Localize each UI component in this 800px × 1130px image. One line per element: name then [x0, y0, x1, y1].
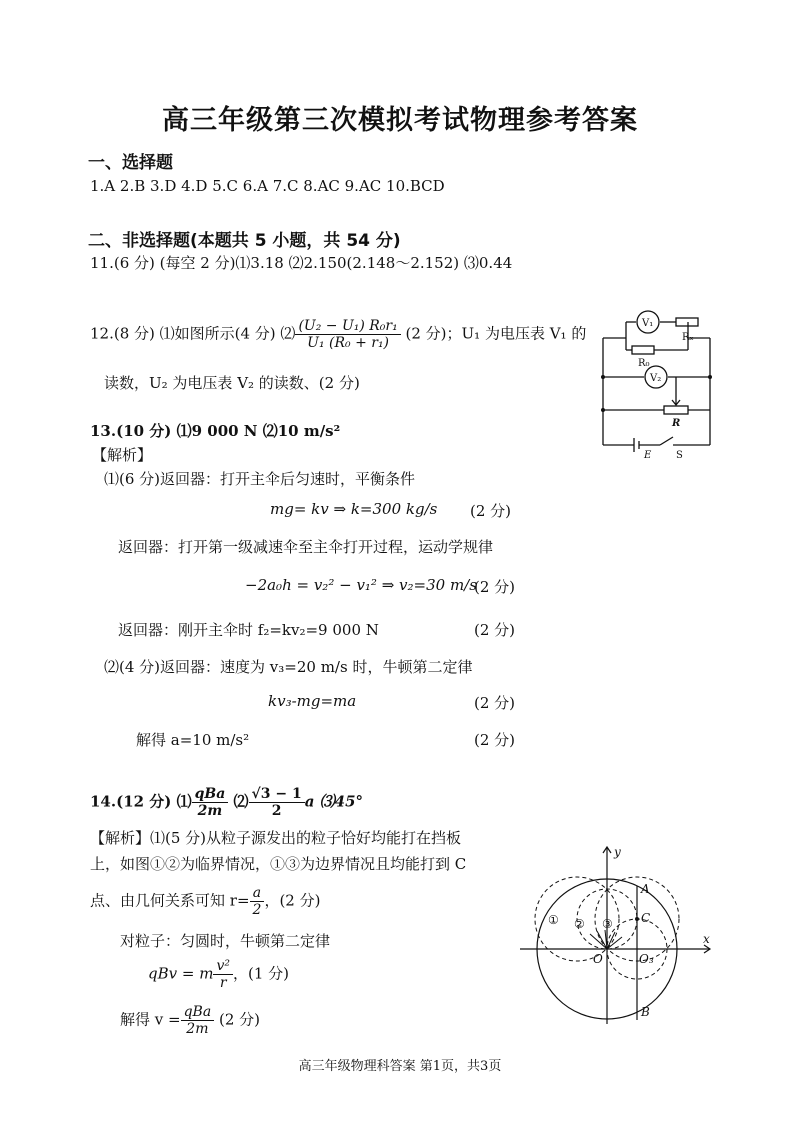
label-o: O — [593, 952, 603, 966]
label-circle-3: ③ — [602, 917, 613, 931]
q12-prefix: 12.(8 分) ⑴如图所示(4 分) ⑵ — [90, 324, 296, 343]
q12-answer-line2: 读数，U₂ 为电压表 V₂ 的读数、(2 分) — [104, 374, 360, 392]
q14-after-f2: a ⑶45° — [304, 792, 364, 811]
q14-f1-num: qBa — [192, 786, 229, 803]
q13-line5-score: (2 分) — [474, 731, 516, 749]
q14-line6 — [120, 1004, 260, 1037]
label-b: B — [641, 1005, 650, 1019]
q14-prefix: 14.(12 分) ⑴ — [90, 792, 192, 811]
circuit-diagram — [598, 300, 718, 460]
q13-line1: ⑴(6 分)返回器：打开主伞后匀速时，平衡条件 — [104, 470, 416, 488]
q14-header — [90, 786, 363, 819]
label-v1: V₁ — [642, 318, 654, 329]
label-s: S — [676, 450, 683, 460]
q13-line5: 解得 a=10 m/s² — [136, 731, 250, 749]
q14-line3 — [90, 885, 320, 918]
label-x: x — [703, 932, 710, 946]
q13-line3: 返回器：刚开主伞时 f₂=kv₂=9 000 N — [118, 621, 379, 639]
label-e: E — [644, 450, 652, 460]
q11-answer: 11.(6 分) (每空 2 分)⑴3.18 ⑵2.150(2.148～2.152) ⑶0.44 — [90, 254, 513, 272]
label-r: R — [672, 418, 681, 429]
q14-f1-den: 2m — [197, 803, 223, 819]
section-1-heading: 一、选择题 — [88, 153, 173, 173]
q14-f5-num: qBa — [181, 1004, 215, 1021]
q14-l5-post: ，(1 分) — [232, 964, 289, 983]
q14-f4-den: r — [219, 975, 227, 991]
q14-l6-pre: 解得 v = — [120, 1010, 181, 1029]
page-footer: 高三年级物理科答案 第1页，共3页 — [298, 1059, 502, 1074]
q13-eq3-score: (2 分) — [474, 694, 516, 712]
switch-s — [660, 437, 673, 445]
label-circle-2: ② — [574, 917, 585, 931]
q14-f2-num: √3 − 1 — [249, 786, 305, 803]
q14-l5-pre: qBv = m — [148, 964, 214, 983]
label-a: A — [641, 882, 650, 896]
page-title: 高三年级第三次模拟考试物理参考答案 — [162, 105, 638, 136]
q14-f3-den: 2 — [252, 902, 262, 918]
label-o3: O₃ — [639, 952, 654, 966]
rheostat-r — [664, 406, 688, 414]
label-r0: R₀ — [638, 358, 650, 369]
q14-l3-pre: 点、由几何关系可知 r= — [90, 891, 250, 910]
label-rx: Rₓ — [682, 332, 694, 343]
choice-answers: 1.A 2.B 3.D 4.D 5.C 6.A 7.C 8.AC 9.AC 10.BCD — [90, 177, 445, 195]
label-v2: V₂ — [650, 373, 662, 384]
q12-fraction — [295, 318, 400, 351]
label-c: C — [641, 911, 651, 925]
q14-fraction-4 — [213, 958, 233, 991]
q14-line4: 对粒子：匀圆时，牛顿第二定律 — [120, 932, 331, 950]
q12-frac-numerator: (U₂ − U₁) R₀r₁ — [295, 318, 400, 335]
q13-line3-score: (2 分) — [474, 621, 516, 639]
q12-frac-denominator: U₁ (R₀ + r₁) — [307, 335, 390, 351]
q13-jiexi: 【解析】 — [92, 446, 153, 464]
resistor-rx — [676, 318, 698, 326]
q14-fraction-3 — [250, 885, 265, 918]
q13-header: 13.(10 分) ⑴9 000 N ⑵10 m/s² — [90, 422, 341, 440]
q14-l6-post: (2 分) — [214, 1010, 260, 1029]
q13-eq2: −2a₀h = v₂² − v₁² ⇒ v₂=30 m/s — [245, 576, 477, 594]
label-y: y — [614, 845, 621, 859]
q12-answer-line1 — [90, 318, 586, 351]
q14-fraction-5 — [181, 1004, 215, 1037]
q14-fraction-2 — [249, 786, 305, 819]
resistor-r0 — [632, 346, 654, 354]
q14-f3-num: a — [250, 885, 265, 902]
q14-line1: 【解析】⑴(5 分)从粒子源发出的粒子恰好均能打在挡板 — [90, 829, 462, 847]
q13-eq3: kv₃-mg=ma — [268, 692, 357, 710]
q14-mid: ⑵ — [228, 792, 249, 811]
q14-circle-figure — [515, 842, 715, 1027]
q14-line5 — [148, 958, 289, 991]
section-2-heading: 二、非选择题(本题共 5 小题，共 54 分) — [88, 231, 401, 251]
q13-line4: ⑵(4 分)返回器：速度为 v₃=20 m/s 时，牛顿第二定律 — [104, 658, 473, 676]
q13-eq2-score: (2 分) — [474, 578, 516, 596]
q12-suffix: (2 分)；U₁ 为电压表 V₁ 的 — [400, 324, 587, 343]
q14-line2: 上，如图①②为临界情况，①③为边界情况且均能打到 C — [90, 855, 467, 873]
q14-f4-num: v² — [213, 958, 233, 975]
label-circle-1: ① — [548, 913, 559, 927]
q14-fraction-1 — [192, 786, 229, 819]
q13-eq1-score: (2 分) — [470, 502, 512, 520]
q14-l3-post: ，(2 分) — [264, 891, 321, 910]
q14-f2-den: 2 — [271, 803, 282, 819]
q13-eq1: mg= kv ⇒ k=300 kg/s — [270, 500, 438, 518]
q14-f5-den: 2m — [186, 1021, 209, 1037]
q13-line2: 返回器：打开第一级减速伞至主伞打开过程，运动学规律 — [118, 538, 494, 556]
